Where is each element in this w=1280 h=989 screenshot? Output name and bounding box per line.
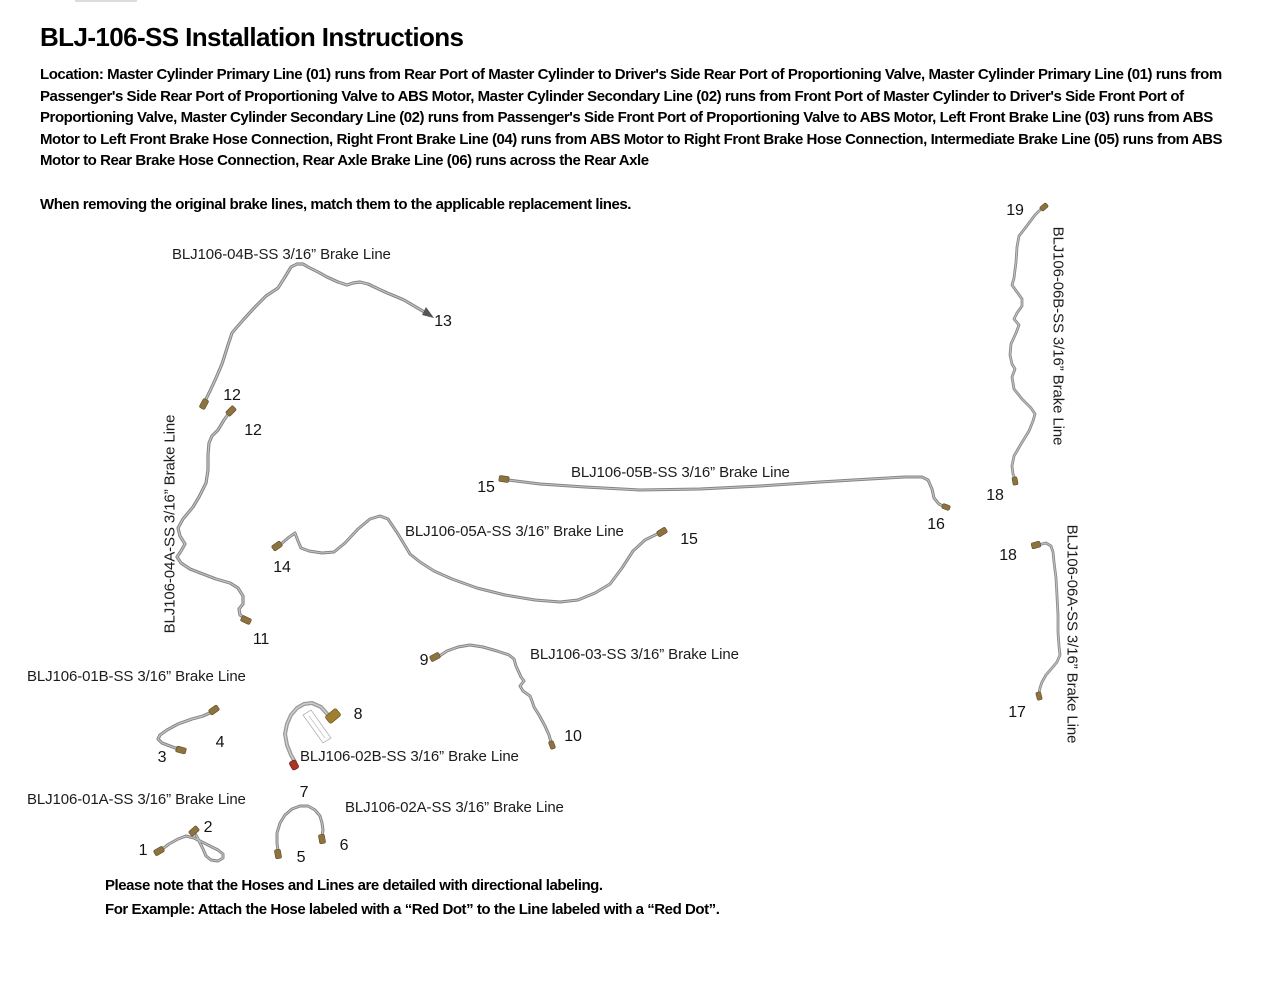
red-dot-fitting	[289, 759, 300, 770]
label-line-01b: BLJ106-01B-SS 3/16” Brake Line	[27, 668, 246, 685]
label-line-06b: BLJ106-06B-SS 3/16” Brake Line	[1049, 226, 1067, 446]
marker-1: 1	[138, 842, 148, 859]
marker-8: 8	[353, 706, 363, 723]
label-line-04a: BLJ106-04A-SS 3/16” Brake Line	[161, 414, 179, 634]
fitting	[199, 398, 209, 410]
fitting	[1036, 691, 1043, 700]
page-title: BLJ-106-SS Installation Instructions	[40, 22, 464, 52]
marker-14: 14	[273, 559, 291, 576]
marker-19: 19	[1006, 202, 1024, 219]
tube	[177, 413, 245, 618]
marker-18b: 18	[999, 547, 1017, 564]
fitting	[499, 475, 510, 482]
marker-10: 10	[564, 728, 582, 745]
marker-2: 2	[203, 819, 213, 836]
marker-3: 3	[157, 749, 167, 766]
fitting	[318, 834, 325, 844]
fitting	[1012, 477, 1018, 486]
tube	[508, 477, 943, 506]
fitting	[548, 740, 555, 749]
fitting	[175, 746, 186, 754]
marker-7: 7	[299, 784, 309, 801]
label-line-02a: BLJ106-02A-SS 3/16” Brake Line	[345, 799, 564, 816]
fitting	[656, 527, 668, 537]
tube	[1010, 209, 1041, 479]
label-line-02b: BLJ106-02B-SS 3/16” Brake Line	[300, 748, 519, 765]
marker-12a: 12	[223, 387, 241, 404]
directional-labeling-note: Please note that the Hoses and Lines are detailed with directional labeling.	[105, 877, 603, 894]
marker-5: 5	[296, 849, 306, 866]
marker-13: 13	[434, 313, 452, 330]
marker-11: 11	[252, 631, 270, 648]
label-line-03: BLJ106-03-SS 3/16” Brake Line	[530, 646, 739, 663]
tube	[1038, 543, 1060, 693]
fitting	[429, 652, 441, 662]
marker-12b: 12	[244, 422, 262, 439]
label-line-04b: BLJ106-04B-SS 3/16” Brake Line	[172, 246, 391, 263]
brass-fitting	[325, 708, 342, 724]
removal-instruction: When removing the original brake lines, match them to the applicable replacement lines.	[40, 196, 632, 213]
arrow-13-icon	[422, 307, 434, 318]
label-line-06a: BLJ106-06A-SS 3/16” Brake Line	[1063, 524, 1081, 744]
marker-6: 6	[339, 837, 349, 854]
tube	[205, 264, 426, 401]
red-dot-example-note: For Example: Attach the Hose labeled with a “Red Dot” to the Line labeled with a “Red Dot”.	[105, 901, 720, 918]
fitting	[240, 615, 252, 625]
fitting	[1031, 541, 1041, 549]
fitting	[188, 825, 199, 836]
tube-highlight	[205, 264, 426, 401]
marker-16: 16	[927, 516, 945, 533]
tube	[277, 806, 323, 851]
brake-line-06b	[1010, 203, 1049, 486]
marker-9: 9	[419, 652, 429, 669]
marker-17: 17	[1008, 704, 1026, 721]
brake-line-04a	[177, 405, 252, 624]
label-line-01a: BLJ106-01A-SS 3/16” Brake Line	[27, 791, 246, 808]
marker-18a: 18	[986, 487, 1004, 504]
marker-15b: 15	[680, 531, 698, 548]
brake-line-01b	[158, 705, 220, 755]
tube-highlight	[508, 477, 943, 506]
fitting	[941, 503, 950, 510]
fitting	[274, 849, 281, 859]
label-line-05a: BLJ106-05A-SS 3/16” Brake Line	[405, 523, 624, 540]
marker-4: 4	[215, 734, 225, 751]
brake-line-06a	[1031, 541, 1060, 701]
marker-15a: 15	[477, 479, 495, 496]
location-paragraph: Location: Master Cylinder Primary Line (01) runs from Rear Port of Master Cylinder to Driver's Side Rear Port of Proportioning Valve, Master Cylinder Primary Line (01) runs from Passenger's Side Rear Port of Proportioning Valve to ABS Motor, Master Cylinder Secondary Line (02) runs from Front Port of Master Cylinder to Driver's Side Front Port of Proportioning Valve, Master Cylinder Secondary Line (02) runs from Passenger's Side Front Port of Proportioning Valve to ABS Motor, Left Front Brake Line (03) runs from ABS Motor to Left Front Brake Hose Connection, Right Front Brake Line (04) runs from ABS Motor to Right Front Brake Hose Connection, Intermediate Brake Line (05) runs from ABS Motor to Rear Brake Hose Connection, Rear Axle Brake Line (06) runs across the Rear Axle	[40, 66, 1223, 170]
label-line-05b: BLJ106-05B-SS 3/16” Brake Line	[571, 464, 790, 481]
